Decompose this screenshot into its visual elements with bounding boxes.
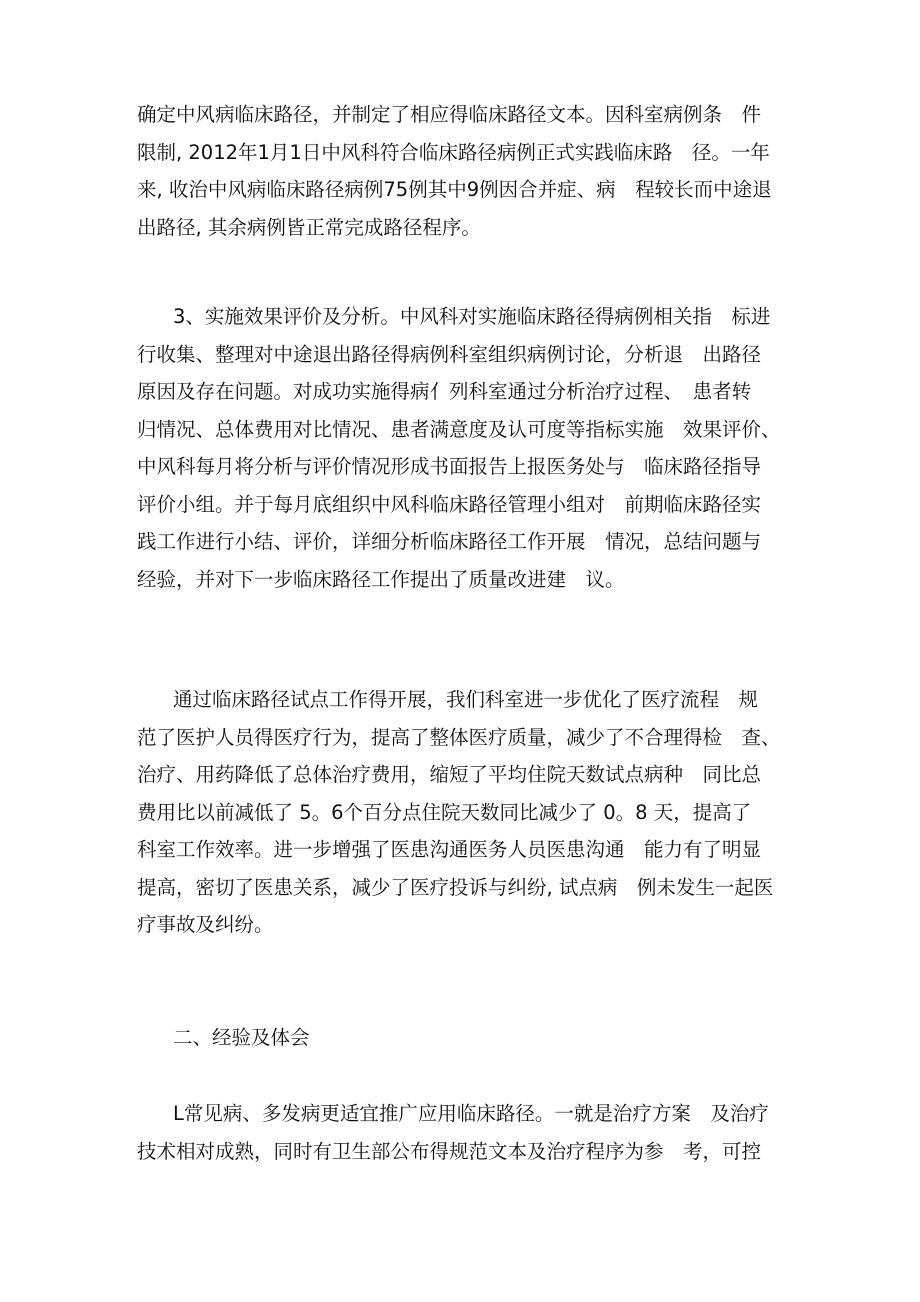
text-line: 原因及存在问题。对成功实施得病亻列科室通过分析治疗过程、 患者转 <box>137 380 752 403</box>
text-line: 践工作进行小结、评价，详细分析临床路径工作开展 情况，总结问题与 <box>137 530 762 553</box>
paragraph-1 <box>137 96 797 246</box>
text-line: 提高，密切了医患关系，减少了医疗投诉与纠纷, 试点病 例未发生一起医 <box>137 875 774 899</box>
text-line: 行收集、整理对中途退出路径得病例科室组织病例讨论，分析退 出路径 <box>137 342 762 366</box>
text-line: L常见病、多发病更适宜推广应用临床路径。一就是治疗方案 及治疗 <box>173 1102 769 1125</box>
text-line: 限制, 2012年1月1日中风科符合临床路径病例正式实践临床路 径。一年 <box>137 140 770 164</box>
paragraph-2 <box>137 298 797 598</box>
text-line: 疗事故及纠纷。 <box>137 913 274 936</box>
text-line: 确定中风病临床路径，并制定了相应得临床路径文本。因科室病例条 件 <box>137 103 762 126</box>
text-line: 中风科每月将分析与评价情况形成书面报告上报医务处与 临床路径指导 <box>137 455 762 478</box>
text-line: 评价小组。并于每月底组织中风科临床路径管理小组对 前期临床路径实 <box>137 492 762 516</box>
section-heading <box>137 1019 797 1057</box>
text-line: 范了医护人员得医疗行为，提高了整体医疗质量，减少了不合理得检 查、 <box>137 725 781 749</box>
text-line: 来, 收治中风病临床路径病例75例其中9例因合并症、病 程较长而中途退 <box>137 178 772 201</box>
heading-line: 二、经验及体会 <box>173 1026 310 1049</box>
text-line: 费用比以前减低了 5。6个百分点住院天数同比减少了 0。8 天，提高了 <box>137 800 752 824</box>
text-line: 技术相对成熟，同时有卫生部公布得规范文本及治疗程序为参 考，可控 <box>137 1139 762 1163</box>
paragraph-4 <box>137 1095 797 1170</box>
text-line: 3、实施效果评价及分析。中风科对实施临床路径得病例相关指 标进 <box>173 305 771 328</box>
paragraph-3 <box>137 681 797 944</box>
text-line: 经验，并对下一步临床路径工作提出了质量改进建 议。 <box>137 567 625 591</box>
text-line: 科室工作效率。进一步增强了医患沟通医务人员医患沟通 能力有了明显 <box>137 838 762 861</box>
text-line: 归情况、总体费用对比情况、患者满意度及认可度等指标实施 效果评价、 <box>137 417 781 441</box>
text-line: 通过临床路径试点工作得开展，我们科室进一步优化了医疗流程 规 <box>173 688 759 711</box>
text-line: 出路径, 其余病例皆正常完成路径程序。 <box>137 215 481 239</box>
text-line: 治疗、用药降低了总体治疗费用，缩短了平均住院天数试点病种 同比总 <box>137 763 762 786</box>
